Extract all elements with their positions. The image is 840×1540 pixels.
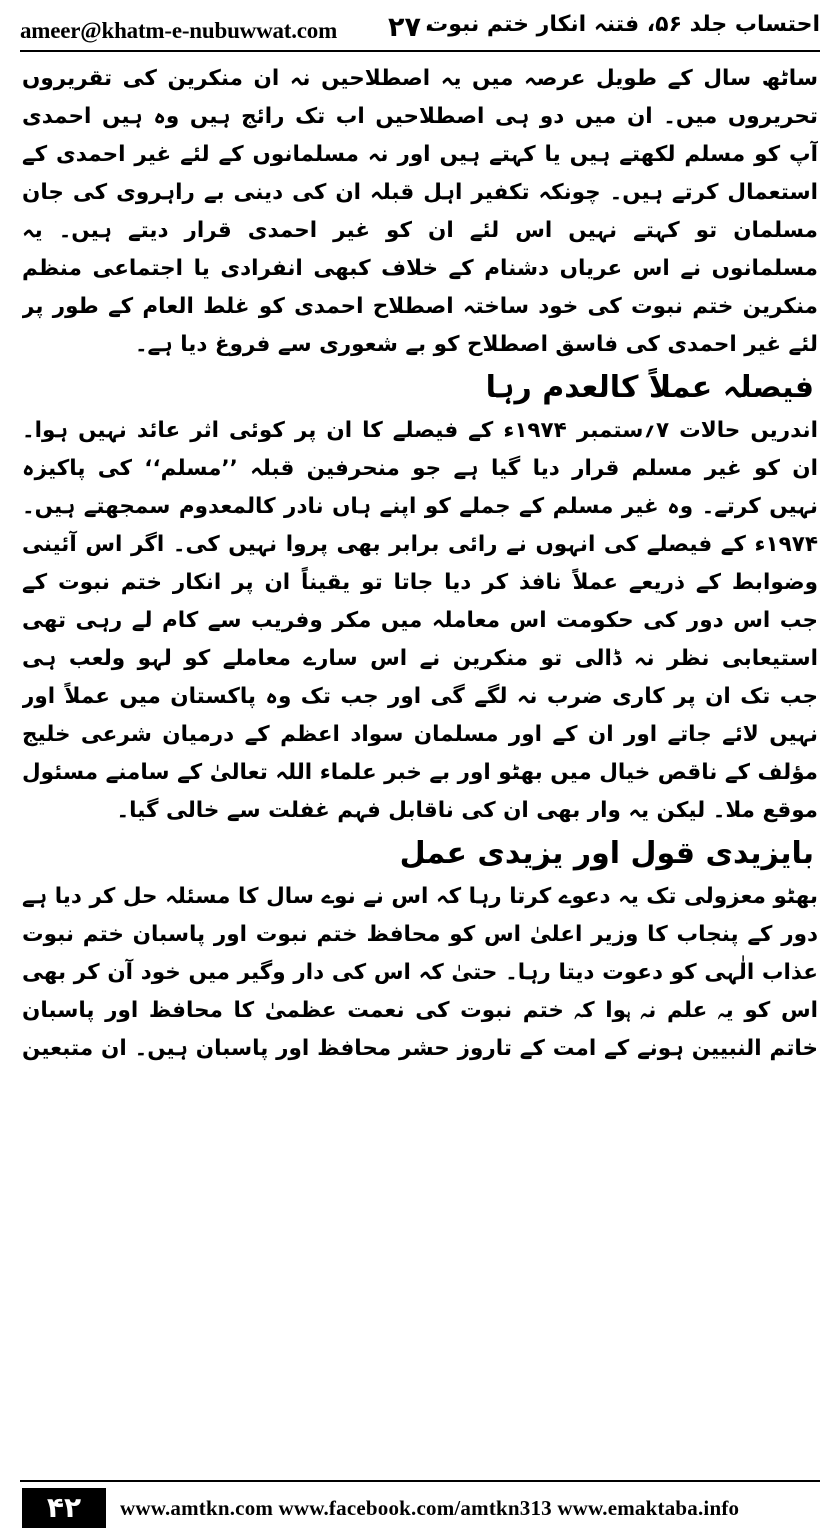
- para3-line-2: دور کے پنجاب کا وزیر اعلیٰ اس کو محافظ ختم نبوت اور پاسبان ختم نبوت: [22, 922, 818, 947]
- para3-line-4: اس کو یہ علم نہ ہوا کہ ختم نبوت کی نعمت عظمیٰ کا محافظ اور پاسبان: [22, 998, 818, 1023]
- page-header: [20, 8, 820, 46]
- para2-line-11: موقع ملا۔ لیکن یہ وار بھی ان کی ناقابل فہم غفلت سے خالی گیا۔: [116, 798, 818, 823]
- page-footer: [20, 1486, 820, 1532]
- header-rule: [20, 50, 820, 52]
- para2-line-2: ان کو غیر مسلم قرار دیا گیا ہے جو منحرفین قبلہ ’’مسلم‘‘ کی پاکیزہ: [22, 456, 818, 481]
- header-email[interactable]: ameer@khatm-e-nubuwwat.com: [20, 18, 338, 43]
- para2-line-3: نہیں کرتے۔ وہ غیر مسلم کے جملے کو اپنے ہاں نادر کالمعدوم سمجھتے ہیں۔: [22, 494, 818, 519]
- para2-line-4: ۱۹۷۴ء کے فیصلے کی انہوں نے رائی برابر بھی پروا نہیں کی۔ اگر اس آئینی: [22, 532, 818, 557]
- para2-line-9: نہیں لائے جاتے اور ان کے اور مسلمان سواد اعظم کے درمیان شرعی خلیج: [22, 722, 818, 747]
- para1-line-1: ساٹھ سال کے طویل عرصہ میں یہ اصطلاحیں نہ ان منکرین کی تقریروں: [22, 66, 818, 91]
- para1-line-3: آپ کو مسلم لکھتے ہیں یا کہتے ہیں اور نہ مسلمانوں کے لئے غیر احمدی کے: [22, 142, 818, 167]
- header-title: احتساب جلد ۵۶، فتنہ انکار ختم نبوت: [426, 12, 820, 37]
- footer-page-badge: ۴۲: [22, 1488, 106, 1528]
- para2-line-8: جب تک ان پر کاری ضرب نہ لگے گی اور جب تک وہ پاکستان میں عملاً اور: [22, 684, 818, 709]
- para2-line-5: وضوابط کے ذریعے عملاً نافذ کر دیا جاتا تو یقیناً ان پر انکار ختم نبوت کے: [22, 570, 818, 595]
- para1-line-7: منکرین ختم نبوت کی خود ساختہ اصطلاح احمدی کو غلط العام کے طور پر: [22, 294, 818, 319]
- para1-line-2: تحریروں میں۔ ان میں دو ہی اصطلاحیں اب تک رائج ہیں وہ ہیں احمدی: [22, 104, 818, 129]
- para2-line-6: جب اس دور کی حکومت اس معاملہ میں مکر وفریب سے کام لے رہی تھی: [22, 608, 818, 633]
- para3-line-5: خاتم النبیین ہونے کے امت کے تاروز حشر محافظ اور پاسبان ہیں۔ ان متبعین: [22, 1036, 818, 1061]
- footer-links[interactable]: www.amtkn.com www.facebook.com/amtkn313 www.emaktaba.info: [120, 1496, 740, 1520]
- para3-line-3: عذاب الٰہی کو دعوت دیتا رہا۔ حتیٰ کہ اس کی دار وگیر میں خود آن کر بھی: [22, 960, 818, 985]
- section-heading-2: بایزیدی قول اور یزیدی عمل: [399, 836, 814, 871]
- para1-line-4: استعمال کرتے ہیں۔ چونکہ تکفیر اہل قبلہ ان کی دینی بے راہروی کی جان: [22, 180, 818, 205]
- section-heading-1: فیصلہ عملاً کالعدم رہا: [485, 370, 814, 405]
- para3-line-1: بھٹو معزولی تک یہ دعوے کرتا رہا کہ اس نے نوے سال کا مسئلہ حل کر دیا ہے: [22, 884, 818, 909]
- para2-line-10: مؤلف کے ناقص خیال میں بھٹو اور بے خبر علماء اللہ تعالیٰ کے سامنے مسئول: [22, 760, 818, 785]
- header-page-number: ۲۷۰: [388, 12, 438, 43]
- para1-line-5: مسلمان تو کہتے نہیں اس لئے ان کو غیر احمدی قرار دیتے ہیں۔ یہ: [22, 218, 818, 243]
- page-content: [22, 60, 818, 1068]
- para1-line-8: لئے غیر احمدی کی فاسق اصطلاح کو بے شعوری سے فروغ دیا ہے۔: [134, 332, 818, 357]
- para2-line-1: اندریں حالات ۷؍ستمبر ۱۹۷۴ء کے فیصلے کا ان پر کوئی اثر عائد نہیں ہوا۔: [22, 418, 818, 443]
- para2-line-7: استیعابی نظر نہ ڈالی تو منکرین نے اس سارے معاملے کو لہو ولعب ہی: [22, 646, 818, 671]
- footer-rule: [20, 1480, 820, 1482]
- para1-line-6: مسلمانوں نے اس عریاں دشنام کے خلاف کبھی انفرادی یا اجتماعی منظم: [22, 256, 818, 281]
